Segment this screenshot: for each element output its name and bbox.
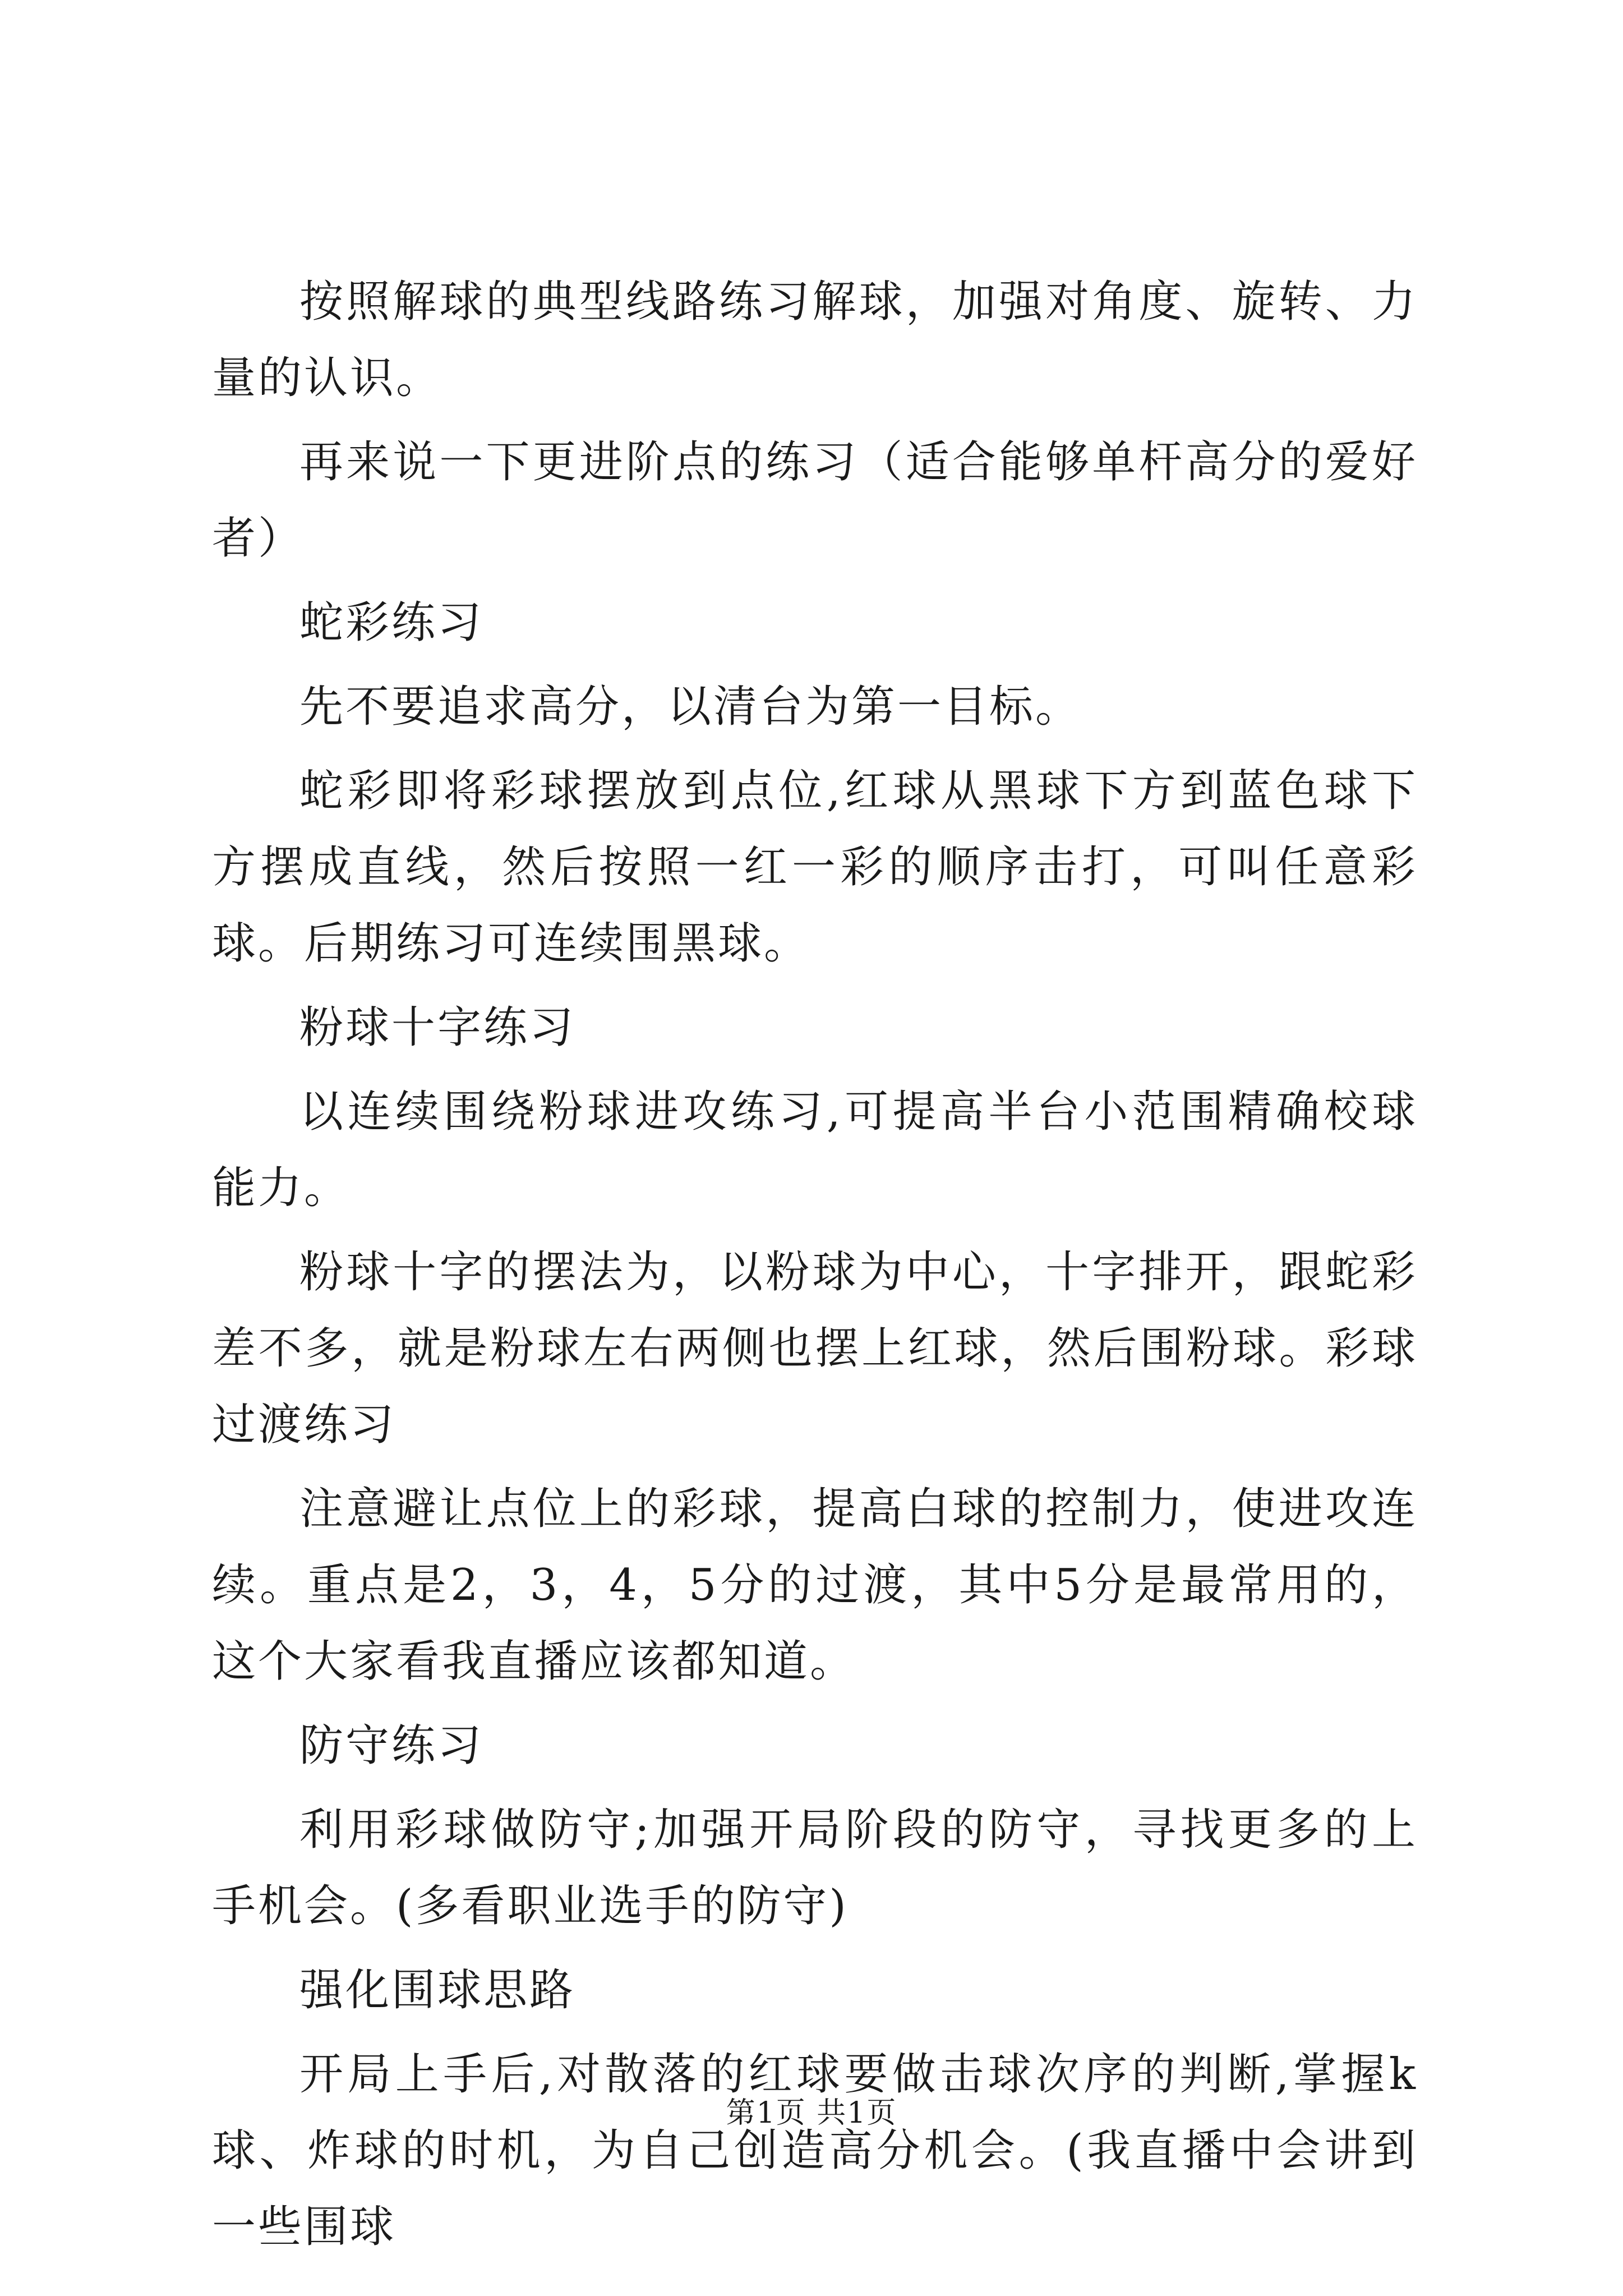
section-heading: 蛇彩练习 [299, 597, 484, 648]
paragraph: 粉球十字的摆法为，以粉球为中心，十字排开，跟蛇彩差不多，就是粉球左右两侧也摆上红球，然后围粉球。彩球过渡练习 [212, 1247, 1418, 1450]
section-heading: 防守练习 [299, 1720, 484, 1771]
paragraph: 按照解球的典型线路练习解球，加强对角度、旋转、力量的认识。 [212, 277, 1418, 403]
paragraph: 开局上手后,对散落的红球要做击球次序的判断,掌握k球、炸球的时机，为自己创造高分机会。(我直播中会讲到一些围球 [212, 2049, 1418, 2252]
paragraph: 先不要追求高分，以清台为第一目标。 [299, 682, 1082, 732]
paragraph: 以连续围绕粉球进攻练习,可提高半台小范围精确校球能力。 [212, 1087, 1418, 1213]
page-footer [0, 2093, 1623, 2133]
page-number-label: 第1页 共1页 [726, 2096, 897, 2130]
document-body [212, 264, 1418, 2273]
paragraph: 利用彩球做防守;加强开局阶段的防守，寻找更多的上手机会。(多看职业选手的防守) [212, 1805, 1418, 1931]
paragraph: 注意避让点位上的彩球，提高白球的控制力，使进攻连续。重点是2，3，4，5分的过渡，其中5分是最常用的，这个大家看我直播应该都知道。 [212, 1484, 1418, 1687]
section-heading: 强化围球思路 [299, 1965, 576, 2016]
paragraph: 蛇彩即将彩球摆放到点位,红球从黑球下方到蓝色球下方摆成直线，然后按照一红一彩的顺序击打，可叫任意彩球。后期练习可连续围黑球。 [212, 766, 1418, 969]
section-heading: 粉球十字练习 [299, 1002, 576, 1053]
paragraph: 再来说一下更进阶点的练习（适合能够单杆高分的爱好者） [212, 437, 1418, 564]
